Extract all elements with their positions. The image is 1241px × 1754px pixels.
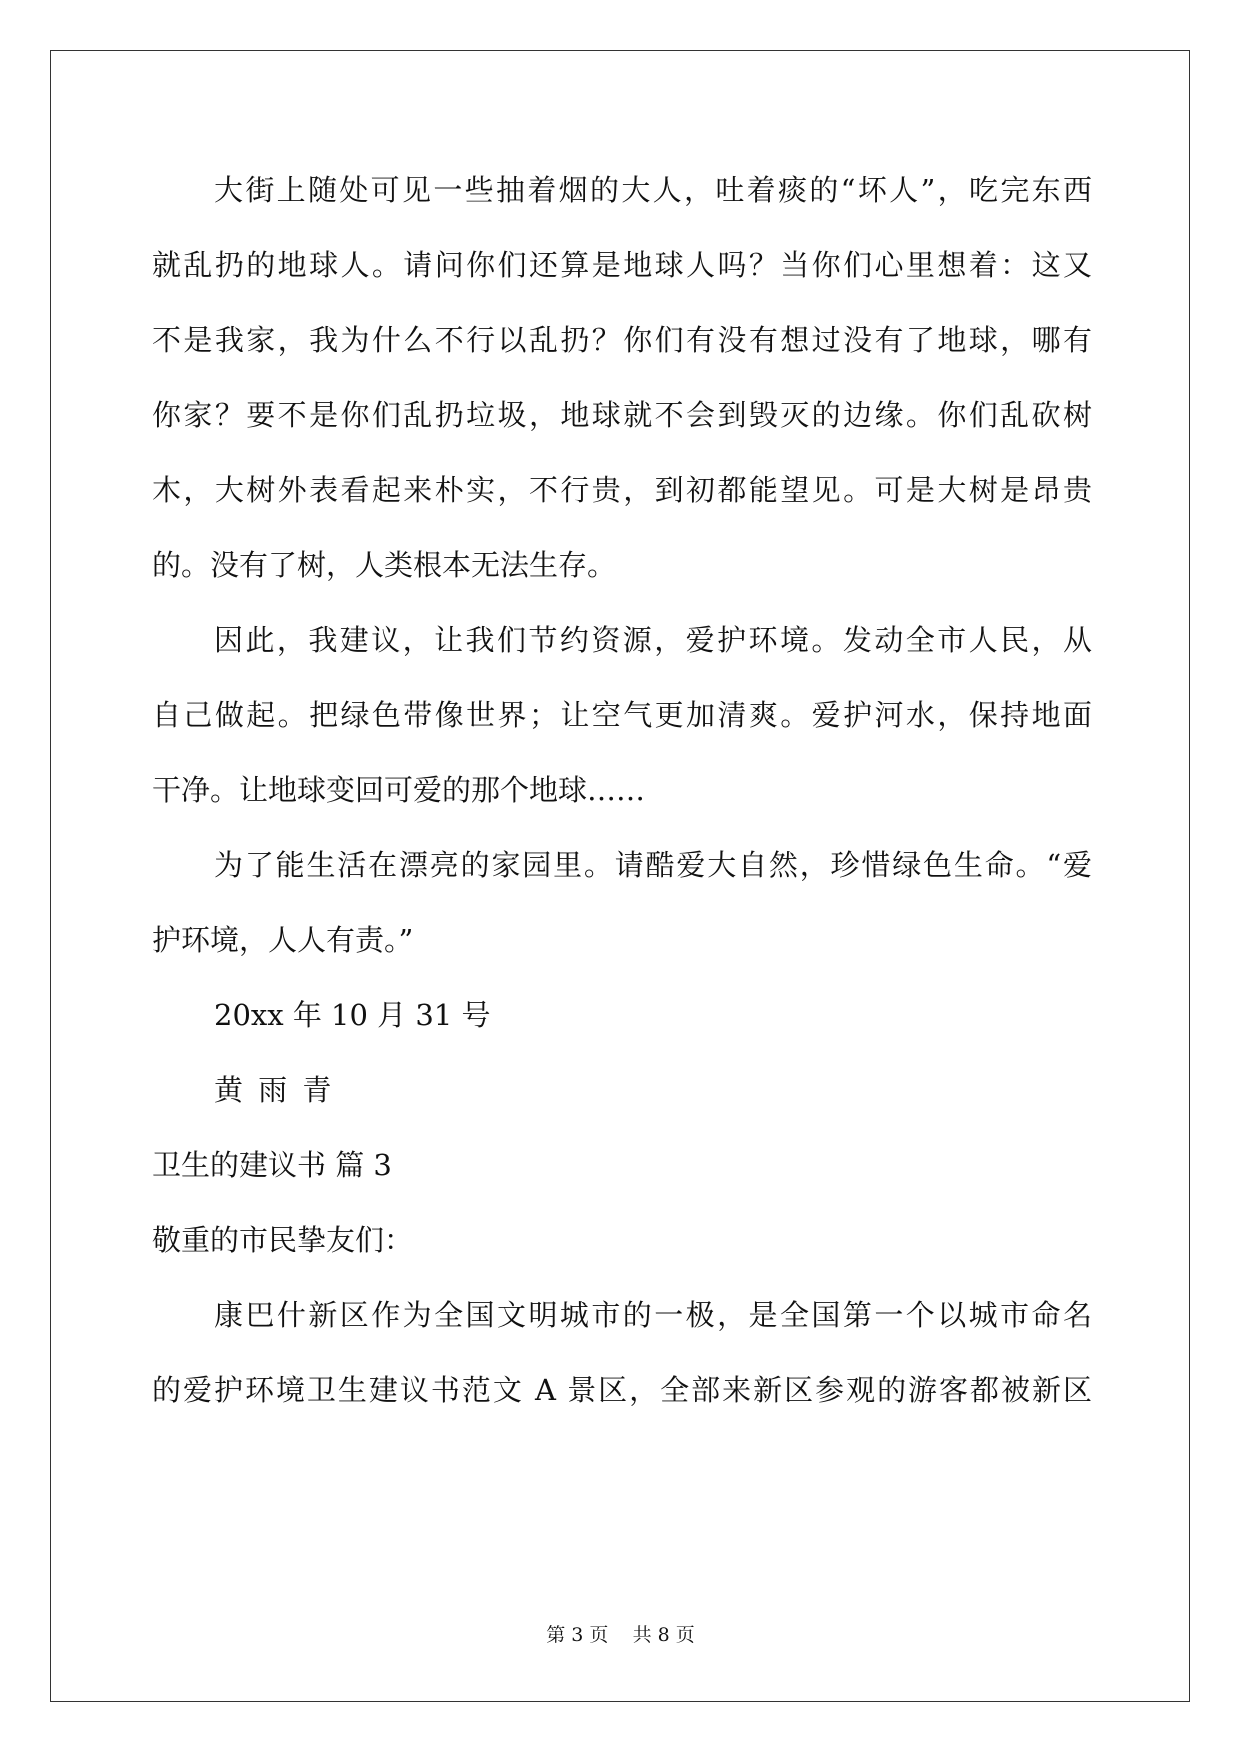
section-heading: 卫生的建议书 篇 3	[152, 1148, 392, 1182]
paragraph-2-line-3: 干净。让地球变回可爱的那个地球……	[152, 773, 646, 807]
date-line: 20xx 年 10 月 31 号	[214, 998, 491, 1032]
salutation: 敬重的市民挚友们：	[152, 1223, 414, 1257]
paragraph-1-line-3: 不是我家，我为什么不行以乱扔？你们有没有想过没有了地球，哪有	[152, 323, 1092, 357]
paragraph-4-line-1: 康巴什新区作为全国文明城市的一极，是全国第一个以城市命名	[214, 1298, 1092, 1332]
paragraph-3-line-2: 护环境，人人有责。”	[152, 923, 414, 957]
paragraph-4-line-2: 的爱护环境卫生建议书范文 A 景区，全部来新区参观的游客都被新区	[152, 1373, 1092, 1407]
paragraph-2-line-2: 自己做起。把绿色带像世界；让空气更加清爽。爱护河水，保持地面	[152, 698, 1092, 732]
paragraph-1-line-4: 你家？要不是你们乱扔垃圾，地球就不会到毁灭的边缘。你们乱砍树	[152, 398, 1092, 432]
paragraph-1-line-2: 就乱扔的地球人。请问你们还算是地球人吗？当你们心里想着：这又	[152, 248, 1092, 282]
paragraph-1-line-5: 木，大树外表看起来朴实，不行贵，到初都能望见。可是大树是昂贵	[152, 473, 1092, 507]
page-number-footer: 第 3 页 共 8 页	[546, 1624, 695, 1646]
paragraph-1-line-1: 大街上随处可见一些抽着烟的大人，吐着痰的“坏人”，吃完东西	[214, 173, 1092, 207]
signature-name: 黄 雨 青	[214, 1073, 335, 1107]
paragraph-2-line-1: 因此，我建议，让我们节约资源，爱护环境。发动全市人民，从	[214, 623, 1092, 657]
paragraph-3-line-1: 为了能生活在漂亮的家园里。请酷爱大自然，珍惜绿色生命。“爱	[214, 848, 1092, 882]
paragraph-1-line-6: 的。没有了树，人类根本无法生存。	[152, 548, 617, 582]
